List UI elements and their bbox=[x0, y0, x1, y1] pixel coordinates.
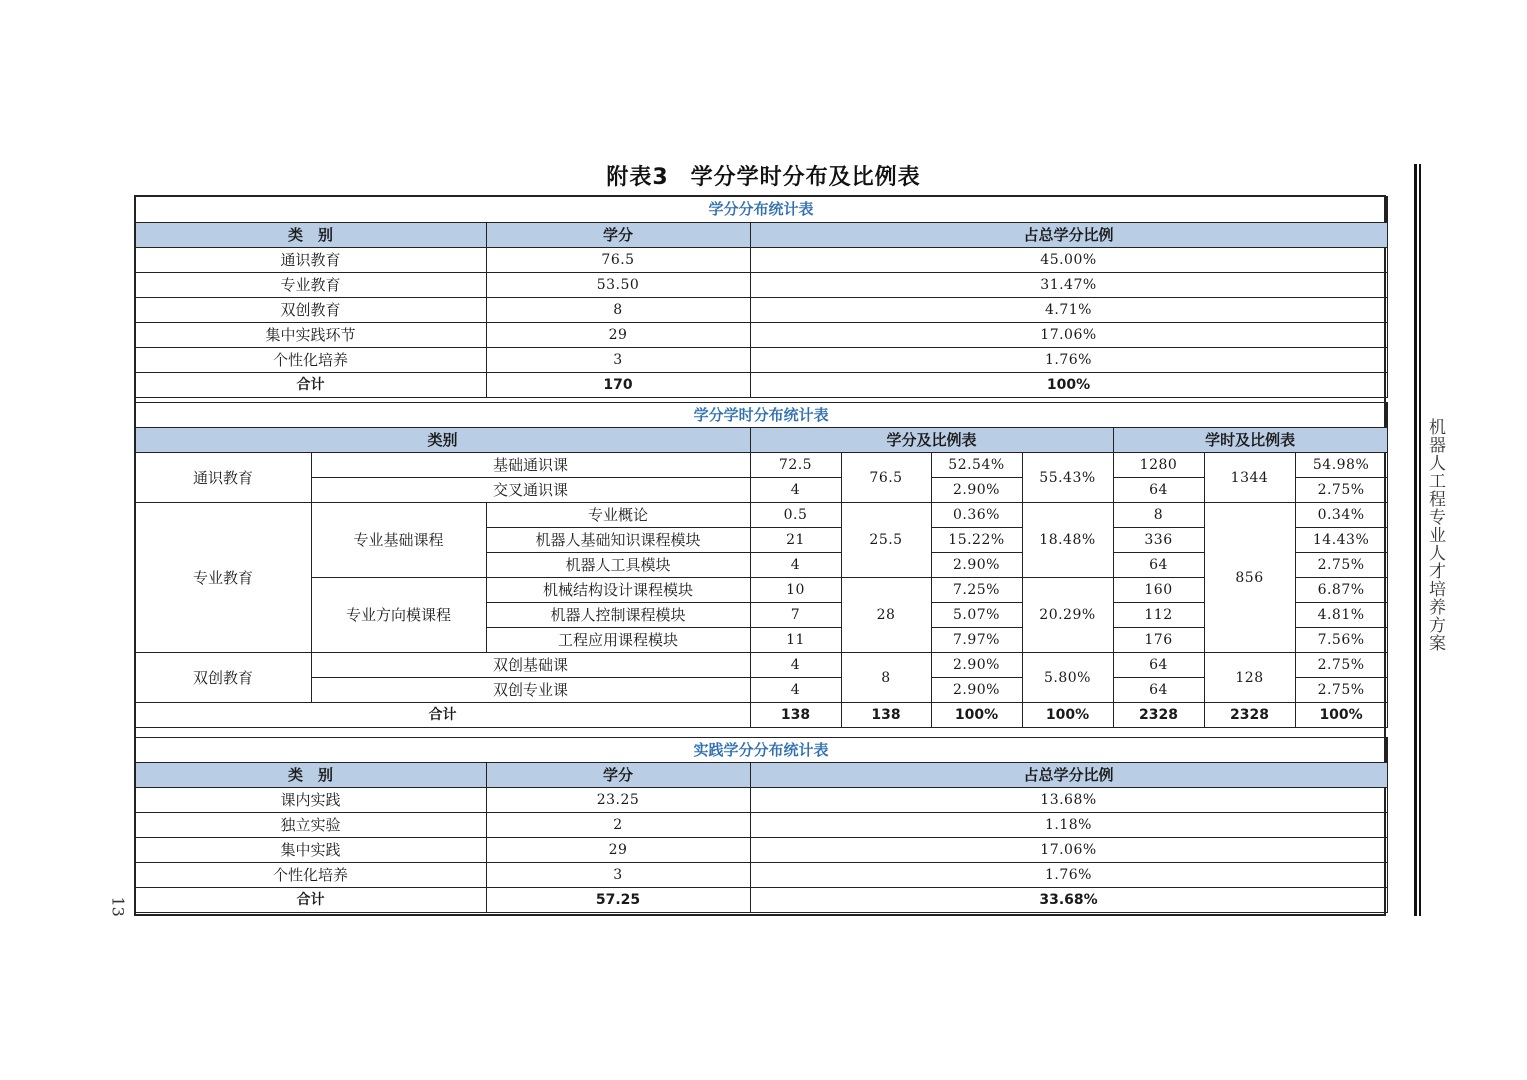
total-hours-ratio: 100% bbox=[1295, 703, 1387, 728]
table-row bbox=[135, 863, 1387, 888]
credit-ratio-cell: 0.36% bbox=[931, 503, 1022, 528]
hours-cell: 64 bbox=[1113, 478, 1204, 503]
credit-group-cell: 28 bbox=[841, 578, 931, 653]
column-header: 学分 bbox=[486, 763, 750, 788]
table-row bbox=[135, 653, 1387, 678]
margin-rule bbox=[1414, 164, 1417, 916]
total-label: 合计 bbox=[135, 372, 486, 397]
hours-cell: 112 bbox=[1113, 603, 1204, 628]
table-row bbox=[135, 453, 1387, 478]
credit-group-ratio-cell: 5.80% bbox=[1022, 653, 1113, 703]
credit-cell: 72.5 bbox=[750, 453, 841, 478]
column-header: 学分及比例表 bbox=[750, 428, 1113, 453]
hours-ratio-cell: 4.81% bbox=[1295, 603, 1387, 628]
credit-ratio-cell: 2.90% bbox=[931, 653, 1022, 678]
total-label: 合计 bbox=[135, 888, 486, 913]
credit-cell: 7 bbox=[750, 603, 841, 628]
table-title: 学分学时分布及比例表 bbox=[690, 165, 921, 190]
category-cell: 个性化培养 bbox=[135, 347, 486, 372]
total-credit: 57.25 bbox=[486, 888, 750, 913]
hours-ratio-cell: 2.75% bbox=[1295, 678, 1387, 703]
credit-group-cell: 76.5 bbox=[841, 453, 931, 503]
credit-cell: 29 bbox=[486, 838, 750, 863]
credit-cell: 3 bbox=[486, 347, 750, 372]
credit-cell: 76.5 bbox=[486, 247, 750, 272]
column-header: 类别 bbox=[135, 428, 750, 453]
ratio-cell: 17.06% bbox=[750, 322, 1387, 347]
margin-rule bbox=[1419, 164, 1421, 916]
course-cell: 机器人工具模块 bbox=[486, 553, 750, 578]
credit-cell: 4 bbox=[750, 678, 841, 703]
hours-group-cell: 1344 bbox=[1204, 453, 1295, 503]
credit-ratio-cell: 5.07% bbox=[931, 603, 1022, 628]
category-cell: 通识教育 bbox=[135, 247, 486, 272]
credit-cell: 0.5 bbox=[750, 503, 841, 528]
credit-group-cell: 8 bbox=[841, 653, 931, 703]
course-cell: 专业概论 bbox=[486, 503, 750, 528]
hours-cell: 64 bbox=[1113, 553, 1204, 578]
hours-cell: 64 bbox=[1113, 653, 1204, 678]
table-row bbox=[135, 813, 1387, 838]
hours-ratio-cell: 6.87% bbox=[1295, 578, 1387, 603]
category-cell: 课内实践 bbox=[135, 788, 486, 813]
table-row bbox=[135, 503, 1387, 528]
section-title: 实践学分分布统计表 bbox=[135, 738, 1387, 763]
course-cell: 机器人控制课程模块 bbox=[486, 603, 750, 628]
section-title: 学分学时分布统计表 bbox=[135, 403, 1387, 428]
category-cell: 集中实践环节 bbox=[135, 322, 486, 347]
total-row bbox=[135, 888, 1387, 913]
credit-cell: 23.25 bbox=[486, 788, 750, 813]
category-cell: 独立实验 bbox=[135, 813, 486, 838]
table-row bbox=[135, 838, 1387, 863]
column-header: 学时及比例表 bbox=[1113, 428, 1387, 453]
table-row bbox=[135, 272, 1387, 297]
ratio-cell: 17.06% bbox=[750, 838, 1387, 863]
table-row bbox=[135, 347, 1387, 372]
category-cell: 集中实践 bbox=[135, 838, 486, 863]
credit-cell: 11 bbox=[750, 628, 841, 653]
hours-cell: 336 bbox=[1113, 528, 1204, 553]
hours-ratio-cell: 0.34% bbox=[1295, 503, 1387, 528]
hours-cell: 1280 bbox=[1113, 453, 1204, 478]
credit-cell: 4 bbox=[750, 653, 841, 678]
side-document-title: 机器人工程专业人才培养方案 bbox=[1425, 418, 1445, 652]
hours-ratio-cell: 2.75% bbox=[1295, 478, 1387, 503]
ratio-cell: 1.76% bbox=[750, 863, 1387, 888]
ratio-cell: 1.76% bbox=[750, 347, 1387, 372]
column-header: 学分 bbox=[486, 222, 750, 247]
hours-cell: 64 bbox=[1113, 678, 1204, 703]
total-credit-ratio: 100% bbox=[931, 703, 1022, 728]
hours-ratio-cell: 2.75% bbox=[1295, 653, 1387, 678]
page-title bbox=[0, 160, 1527, 191]
hours-cell: 176 bbox=[1113, 628, 1204, 653]
category-cell: 个性化培养 bbox=[135, 863, 486, 888]
hours-ratio-cell: 54.98% bbox=[1295, 453, 1387, 478]
ratio-cell: 1.18% bbox=[750, 813, 1387, 838]
total-hours: 2328 bbox=[1113, 703, 1204, 728]
table-number: 附表3 bbox=[606, 165, 669, 190]
category-cell: 专业教育 bbox=[135, 272, 486, 297]
table-row bbox=[135, 578, 1387, 603]
total-credit: 138 bbox=[750, 703, 841, 728]
ratio-cell: 4.71% bbox=[750, 297, 1387, 322]
column-header: 占总学分比例 bbox=[750, 222, 1387, 247]
credit-ratio-cell: 15.22% bbox=[931, 528, 1022, 553]
total-credit: 170 bbox=[486, 372, 750, 397]
table-row bbox=[135, 322, 1387, 347]
hours-group-cell: 128 bbox=[1204, 653, 1295, 703]
column-header: 占总学分比例 bbox=[750, 763, 1387, 788]
credit-group-cell: 25.5 bbox=[841, 503, 931, 578]
total-ratio: 100% bbox=[750, 372, 1387, 397]
credit-cell: 29 bbox=[486, 322, 750, 347]
hours-cell: 160 bbox=[1113, 578, 1204, 603]
total-row bbox=[135, 372, 1387, 397]
hours-ratio-cell: 2.75% bbox=[1295, 553, 1387, 578]
credit-cell: 53.50 bbox=[486, 272, 750, 297]
category-cell: 双创教育 bbox=[135, 297, 486, 322]
total-label: 合计 bbox=[135, 703, 750, 728]
credit-group-ratio-cell: 18.48% bbox=[1022, 503, 1113, 578]
total-row bbox=[135, 703, 1387, 728]
credit-ratio-cell: 7.97% bbox=[931, 628, 1022, 653]
credit-cell: 2 bbox=[486, 813, 750, 838]
credit-ratio-cell: 2.90% bbox=[931, 678, 1022, 703]
credit-group-ratio-cell: 20.29% bbox=[1022, 578, 1113, 653]
hours-distribution-table bbox=[134, 402, 1388, 728]
course-cell: 双创专业课 bbox=[311, 678, 750, 703]
hours-ratio-cell: 14.43% bbox=[1295, 528, 1387, 553]
credit-cell: 8 bbox=[486, 297, 750, 322]
subcategory-cell: 专业方向模课程 bbox=[311, 578, 486, 653]
column-header: 类 别 bbox=[135, 222, 486, 247]
course-cell: 双创基础课 bbox=[311, 653, 750, 678]
hours-group-cell: 856 bbox=[1204, 503, 1295, 653]
table-row bbox=[135, 678, 1387, 703]
credit-cell: 21 bbox=[750, 528, 841, 553]
course-cell: 机器人基础知识课程模块 bbox=[486, 528, 750, 553]
hours-cell: 8 bbox=[1113, 503, 1204, 528]
credit-cell: 3 bbox=[486, 863, 750, 888]
total-ratio: 33.68% bbox=[750, 888, 1387, 913]
course-cell: 交叉通识课 bbox=[311, 478, 750, 503]
column-header: 类 别 bbox=[135, 763, 486, 788]
table-row bbox=[135, 297, 1387, 322]
category-cell: 专业教育 bbox=[135, 503, 311, 653]
table-row bbox=[135, 247, 1387, 272]
table-row bbox=[135, 788, 1387, 813]
credit-cell: 10 bbox=[750, 578, 841, 603]
subcategory-cell: 专业基础课程 bbox=[311, 503, 486, 578]
credit-ratio-cell: 2.90% bbox=[931, 478, 1022, 503]
credit-cell: 4 bbox=[750, 478, 841, 503]
total-credit-group: 138 bbox=[841, 703, 931, 728]
credit-cell: 4 bbox=[750, 553, 841, 578]
credit-ratio-cell: 7.25% bbox=[931, 578, 1022, 603]
ratio-cell: 45.00% bbox=[750, 247, 1387, 272]
page-number: 13 bbox=[108, 896, 128, 917]
ratio-cell: 31.47% bbox=[750, 272, 1387, 297]
credit-ratio-cell: 52.54% bbox=[931, 453, 1022, 478]
course-cell: 基础通识课 bbox=[311, 453, 750, 478]
credit-distribution-table bbox=[134, 196, 1388, 398]
credit-ratio-cell: 2.90% bbox=[931, 553, 1022, 578]
course-cell: 机械结构设计课程模块 bbox=[486, 578, 750, 603]
practice-distribution-table bbox=[134, 737, 1388, 913]
table-row bbox=[135, 478, 1387, 503]
ratio-cell: 13.68% bbox=[750, 788, 1387, 813]
credit-group-ratio-cell: 55.43% bbox=[1022, 453, 1113, 503]
total-credit-group-ratio: 100% bbox=[1022, 703, 1113, 728]
category-cell: 双创教育 bbox=[135, 653, 311, 703]
total-hours-group: 2328 bbox=[1204, 703, 1295, 728]
course-cell: 工程应用课程模块 bbox=[486, 628, 750, 653]
section-title: 学分分布统计表 bbox=[135, 196, 1387, 222]
hours-ratio-cell: 7.56% bbox=[1295, 628, 1387, 653]
category-cell: 通识教育 bbox=[135, 453, 311, 503]
